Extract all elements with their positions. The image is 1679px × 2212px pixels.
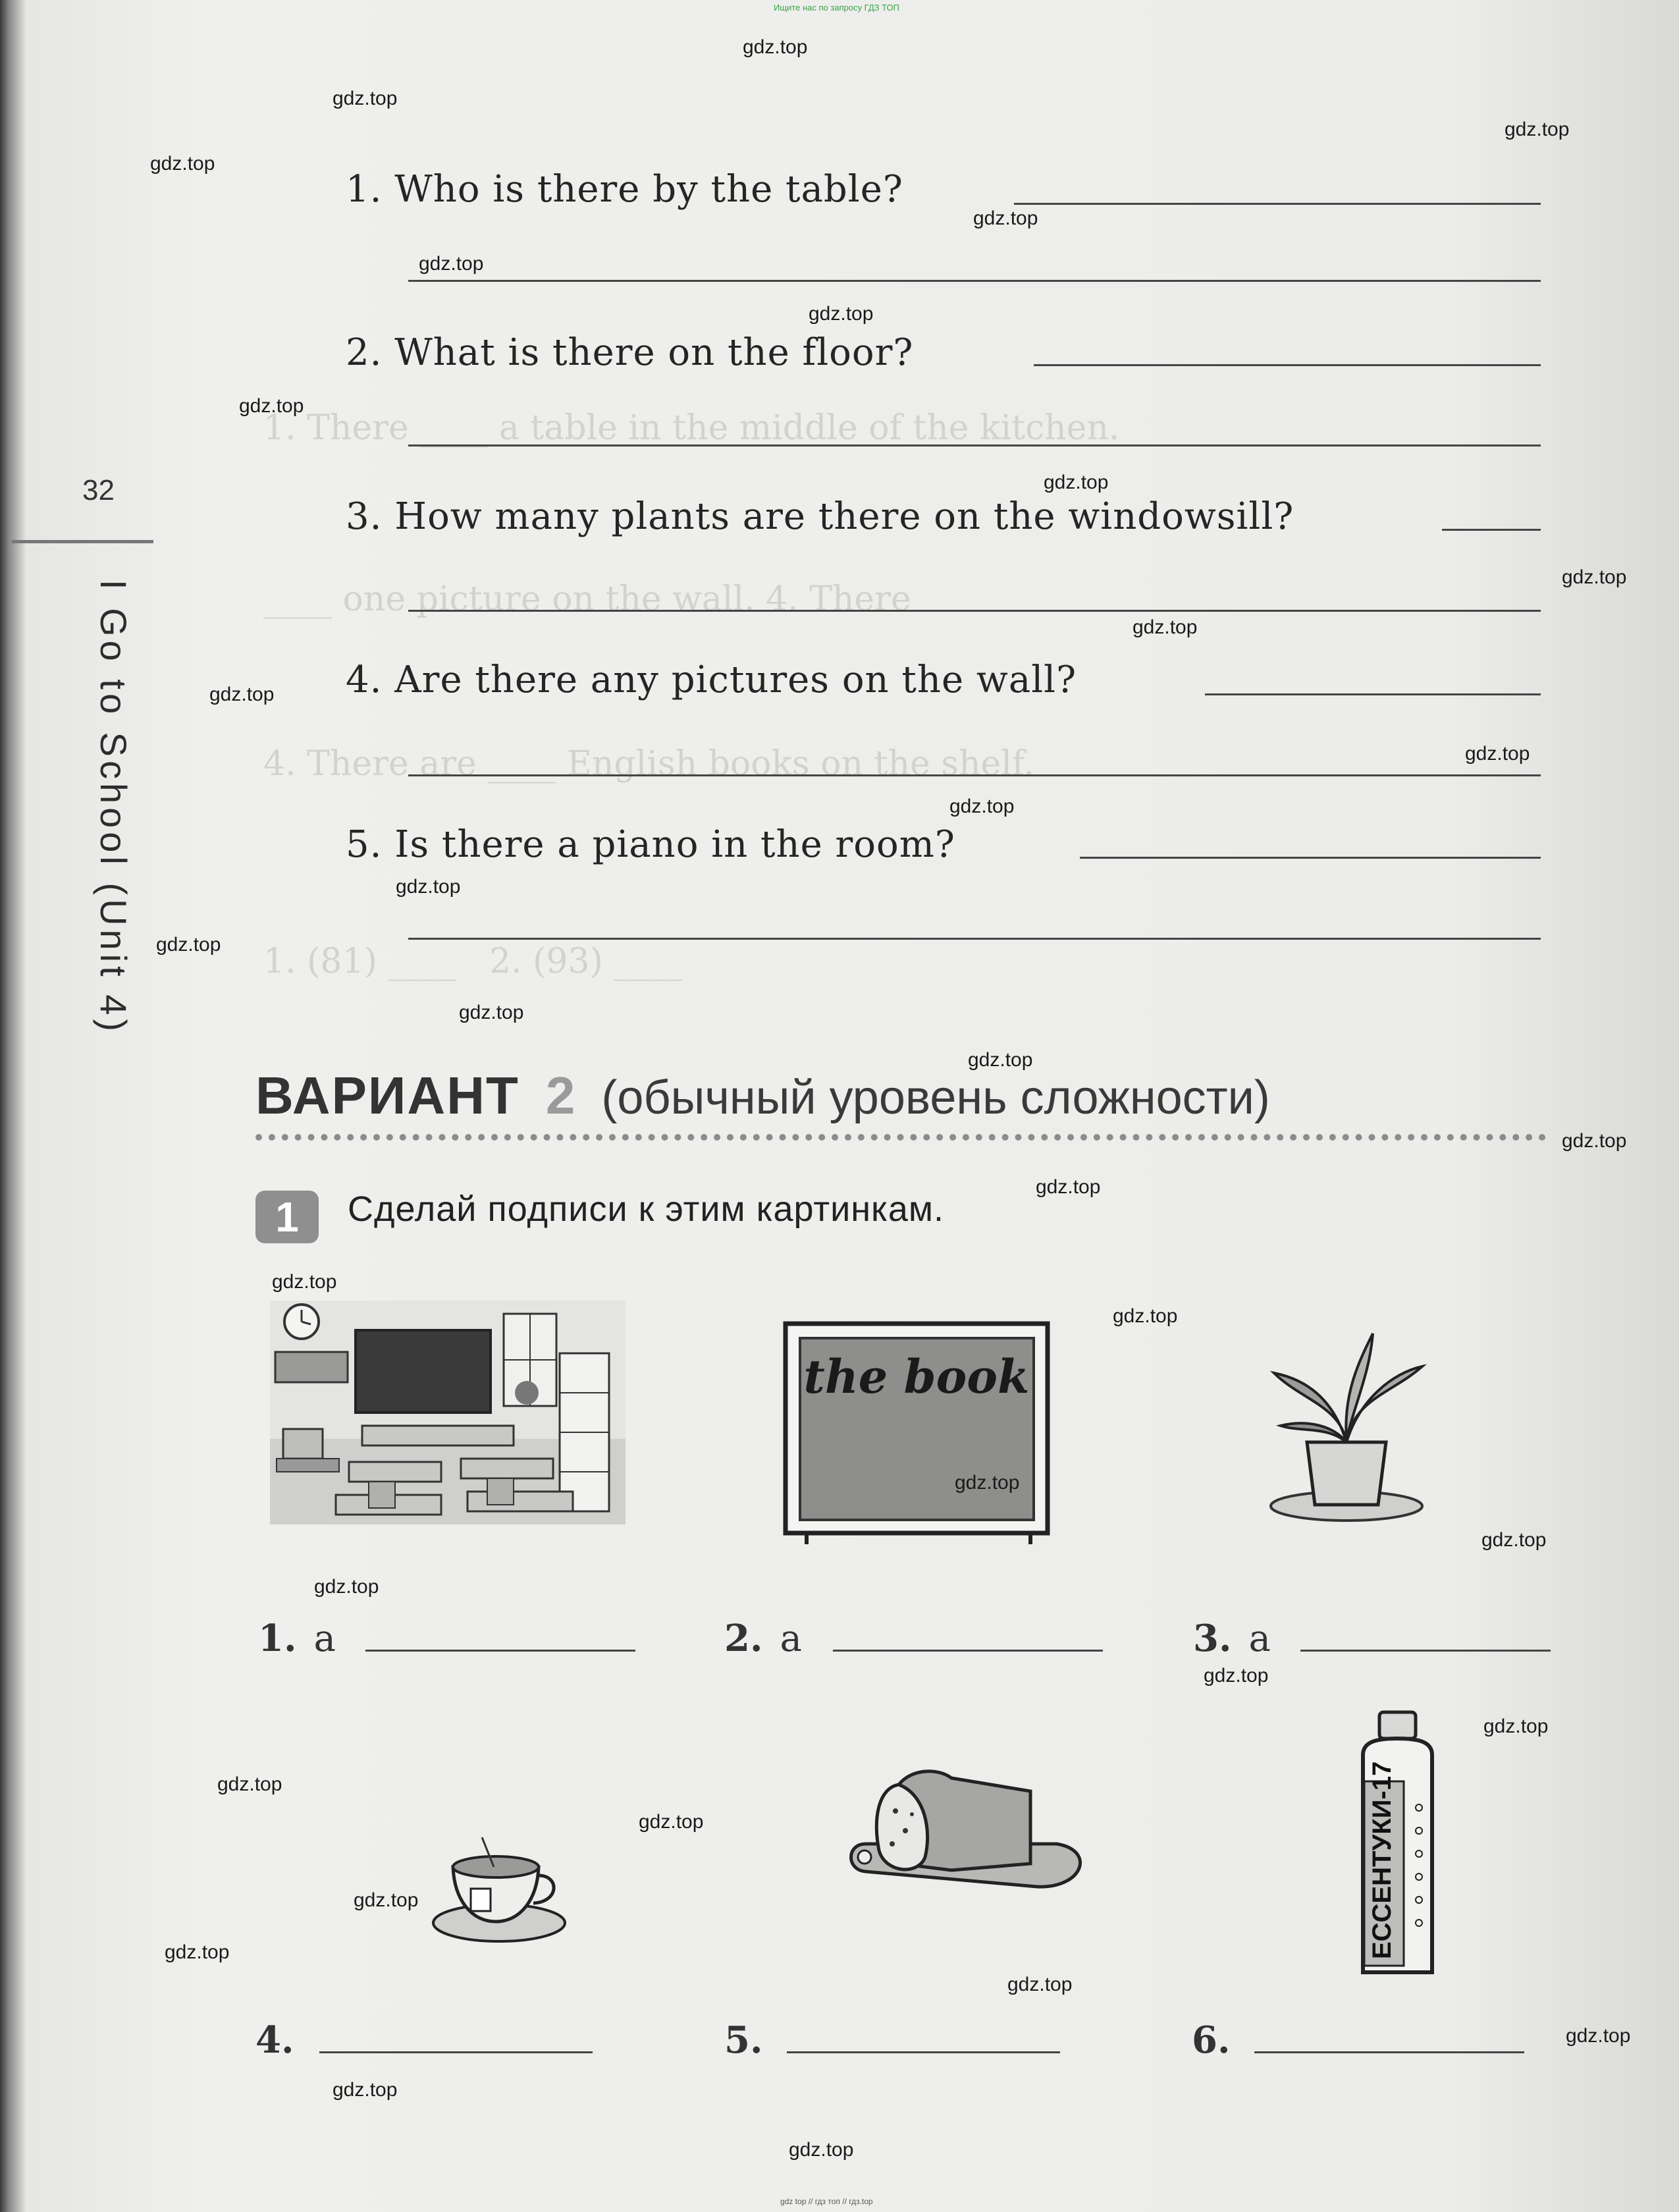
caption-answer-line[interactable] bbox=[833, 1650, 1103, 1652]
header-note: Ищите нас по запросу ГДЗ ТОП bbox=[774, 3, 899, 13]
watermark: gdz.top bbox=[150, 153, 215, 175]
board-illustration bbox=[780, 1317, 1053, 1544]
answer-line[interactable] bbox=[408, 280, 1541, 282]
bottle-label: ЕССЕНТУКИ-17 bbox=[1368, 1761, 1397, 1959]
caption-number: 2. bbox=[724, 1617, 763, 1660]
watermark: gdz.top bbox=[239, 395, 304, 417]
watermark: gdz.top bbox=[156, 934, 221, 956]
watermark: gdz.top bbox=[1204, 1665, 1269, 1686]
bleed-through-text: 1. There ____ a table in the middle of the kitchen. bbox=[263, 408, 1120, 448]
answer-line[interactable] bbox=[408, 774, 1541, 776]
watermark: gdz.top bbox=[639, 1811, 704, 1833]
watermark: gdz.top bbox=[165, 1941, 230, 1963]
answer-line[interactable] bbox=[408, 938, 1541, 940]
watermark: gdz.top bbox=[955, 1472, 1020, 1494]
caption-answer-line[interactable] bbox=[1300, 1650, 1551, 1652]
watermark: gdz.top bbox=[333, 88, 398, 109]
watermark: gdz.top bbox=[1007, 1974, 1073, 1995]
watermark: gdz.top bbox=[209, 684, 275, 705]
watermark: gdz.top bbox=[396, 876, 461, 898]
bread-illustration bbox=[840, 1765, 1096, 1903]
variant-number: 2 bbox=[545, 1066, 575, 1125]
watermark: gdz.top bbox=[1036, 1176, 1101, 1198]
watermark: gdz.top bbox=[333, 2079, 398, 2101]
question-1: 1. Who is there by the table? bbox=[346, 168, 903, 211]
task-number-badge: 1 bbox=[255, 1191, 319, 1243]
answer-line[interactable] bbox=[408, 610, 1541, 612]
bleed-through-text: 1. (81) ____ 2. (93) ____ bbox=[263, 942, 683, 981]
caption-5 bbox=[724, 2018, 762, 2062]
question-4: 4. Are there any pictures on the wall? bbox=[346, 659, 1077, 701]
footer-note: gdz top // гдз топ // гдз.top bbox=[780, 2197, 873, 2206]
caption-6 bbox=[1192, 2018, 1230, 2062]
watermark: gdz.top bbox=[1113, 1305, 1178, 1327]
question-2: 2. What is there on the floor? bbox=[346, 331, 914, 374]
caption-article: a bbox=[1248, 1617, 1271, 1660]
watermark: gdz.top bbox=[314, 1576, 379, 1598]
caption-1 bbox=[258, 1617, 336, 1660]
unit-side-title: I Go to School (Unit 4) bbox=[93, 580, 134, 1036]
variant-subtitle: (обычный уровень сложности) bbox=[601, 1071, 1270, 1124]
watermark: gdz.top bbox=[1044, 472, 1109, 493]
caption-answer-line[interactable] bbox=[365, 1650, 635, 1652]
answer-line[interactable] bbox=[408, 445, 1541, 446]
caption-answer-line[interactable] bbox=[787, 2051, 1060, 2053]
answer-line[interactable] bbox=[1080, 857, 1541, 859]
caption-number: 1. bbox=[258, 1617, 297, 1660]
dotted-divider bbox=[255, 1134, 1546, 1141]
watermark: gdz.top bbox=[968, 1049, 1033, 1071]
watermark: gdz.top bbox=[217, 1773, 282, 1795]
caption-answer-line[interactable] bbox=[1254, 2051, 1524, 2053]
bleed-through-text: ____ one picture on the wall. 4. There bbox=[263, 580, 911, 619]
watermark: gdz.top bbox=[1566, 2025, 1631, 2047]
caption-article: a bbox=[313, 1617, 336, 1660]
answer-line[interactable] bbox=[1034, 364, 1541, 366]
variant-heading bbox=[255, 1066, 1270, 1126]
answer-line[interactable] bbox=[1014, 203, 1541, 205]
watermark: gdz.top bbox=[459, 1002, 524, 1023]
caption-4 bbox=[255, 2018, 294, 2062]
watermark: gdz.top bbox=[809, 303, 874, 325]
watermark: gdz.top bbox=[949, 796, 1015, 817]
watermark: gdz.top bbox=[1465, 743, 1530, 765]
bleed-through-text: 4. There are ____ English books on the shelf. bbox=[263, 744, 1034, 784]
watermark: gdz.top bbox=[354, 1889, 419, 1911]
classroom-illustration bbox=[270, 1301, 626, 1524]
caption-number: 4. bbox=[255, 2018, 294, 2062]
watermark: gdz.top bbox=[973, 207, 1038, 229]
answer-line[interactable] bbox=[1442, 529, 1541, 531]
caption-2 bbox=[724, 1617, 802, 1660]
caption-3 bbox=[1193, 1617, 1271, 1660]
watermark: gdz.top bbox=[1505, 119, 1570, 140]
watermark: gdz.top bbox=[789, 2139, 854, 2161]
watermark: gdz.top bbox=[743, 36, 808, 58]
watermark: gdz.top bbox=[1562, 566, 1627, 588]
margin-rule bbox=[12, 540, 153, 543]
board-text: the book bbox=[803, 1349, 1030, 1404]
answer-line[interactable] bbox=[1205, 693, 1541, 695]
caption-answer-line[interactable] bbox=[319, 2051, 593, 2053]
watermark: gdz.top bbox=[419, 253, 484, 275]
task-instruction: Сделай подписи к этим картинкам. bbox=[348, 1189, 945, 1229]
question-5: 5. Is there a piano in the room? bbox=[346, 823, 955, 866]
watermark: gdz.top bbox=[272, 1271, 337, 1293]
watermark: gdz.top bbox=[1562, 1130, 1627, 1152]
bottle-illustration bbox=[1350, 1709, 1449, 1979]
watermark: gdz.top bbox=[1481, 1529, 1547, 1551]
watermark: gdz.top bbox=[1133, 616, 1198, 638]
caption-number: 5. bbox=[724, 2018, 763, 2062]
page-number: 32 bbox=[82, 474, 115, 506]
caption-article: a bbox=[780, 1617, 802, 1660]
variant-word: ВАРИАНТ bbox=[255, 1066, 520, 1125]
tea-cup-illustration bbox=[428, 1837, 573, 1946]
watermark: gdz.top bbox=[1483, 1715, 1549, 1737]
potted-plant-illustration bbox=[1261, 1327, 1432, 1524]
caption-number: 6. bbox=[1192, 2018, 1231, 2062]
question-3: 3. How many plants are there on the windowsill? bbox=[346, 495, 1294, 538]
caption-number: 3. bbox=[1193, 1617, 1232, 1660]
